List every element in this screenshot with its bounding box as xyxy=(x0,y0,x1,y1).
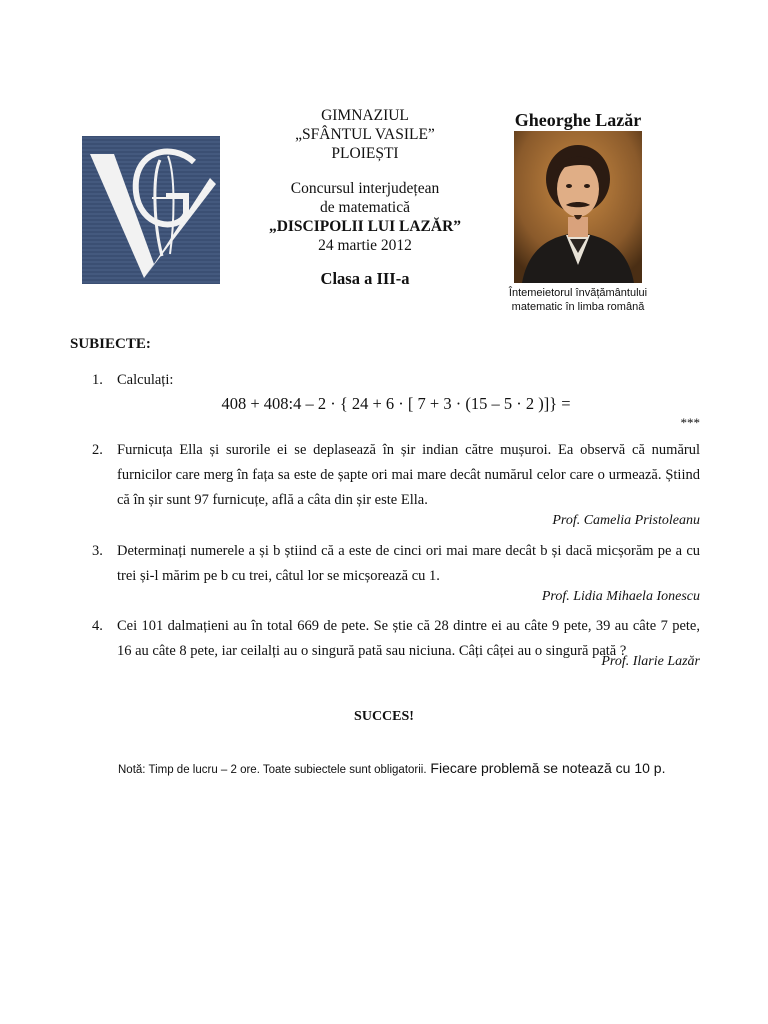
problem-author: Prof. Ilarie Lazăr xyxy=(601,654,700,669)
contest-line2: de matematică xyxy=(320,199,410,216)
problem-1 xyxy=(92,368,700,430)
problem-text: Cei 101 dalmațieni au în total 669 de pete. Se știe că 28 dintre ei au câte 9 pete, 39 au câte 7 pete, 16 au câte 8 pete, iar ceilalți au o singură pată sau niciuna. Câți câței au o singură pată ? xyxy=(117,618,700,659)
problem-text: Furnicuța Ella și surorile ei se deplasează în șir indian către mușuroi. Ea observă că numărul furnicilor care merg în fața sa este de șapte ori mai mare decât numărul celor care o urmează. Știind că în șir sunt 97 furnicuțe, află a câta din șir este Ella. xyxy=(117,442,700,508)
problem-text: Calculați: xyxy=(117,372,174,388)
header-block xyxy=(240,106,490,288)
contest-line1: Concursul interjudețean xyxy=(290,180,440,197)
school-city: PLOIEȘTI xyxy=(331,145,399,162)
portrait-caption xyxy=(496,286,660,314)
problem-author: Prof. Camelia Pristoleanu xyxy=(552,513,700,528)
portrait-caption-line1: Întemeietorul învățământului xyxy=(508,287,648,299)
contest-date: 24 martie 2012 xyxy=(318,237,412,254)
class-title: Clasa a III-a xyxy=(320,269,410,288)
school-logo xyxy=(82,136,220,284)
section-title: SUBIECTE: xyxy=(70,336,151,352)
problem-number: 2. xyxy=(92,442,103,458)
problem-number: 1. xyxy=(92,372,103,388)
problem-3 xyxy=(92,539,700,605)
school-name-line2: „SFÂNTUL VASILE” xyxy=(295,126,435,143)
problem-formula: 408 + 408:4 – 2 · { 24 + 6 · [ 7 + 3 · (15 – 5 · 2 )]} = xyxy=(221,394,571,413)
problem-author: *** xyxy=(680,415,700,430)
contest-name: „DISCIPOLII LUI LAZĂR” xyxy=(268,218,462,235)
portrait-image xyxy=(514,131,642,283)
problem-number: 3. xyxy=(92,543,103,559)
school-name-line1: GIMNAZIUL xyxy=(321,107,409,124)
closing-message: SUCCES! xyxy=(354,709,414,724)
problem-2 xyxy=(92,438,700,529)
note xyxy=(118,760,665,776)
note-large: Fiecare problemă se notează cu 10 p. xyxy=(426,760,666,776)
note-small: Notă: Timp de lucru – 2 ore. Toate subiectele sunt obligatorii. xyxy=(118,764,427,776)
problem-text: Determinați numerele a și b știind că a este de cinci ori mai mare decât b și dacă micșorăm pe a cu trei și-l mărim pe b cu trei, câtul lor se micșorează cu 1. xyxy=(117,543,700,584)
portrait-name: Gheorghe Lazăr xyxy=(514,110,642,130)
problem-4 xyxy=(92,614,700,670)
problem-author: Prof. Lidia Mihaela Ionescu xyxy=(541,589,700,604)
problem-number: 4. xyxy=(92,618,103,634)
portrait-caption-line2: matematic în limba română xyxy=(511,301,645,313)
